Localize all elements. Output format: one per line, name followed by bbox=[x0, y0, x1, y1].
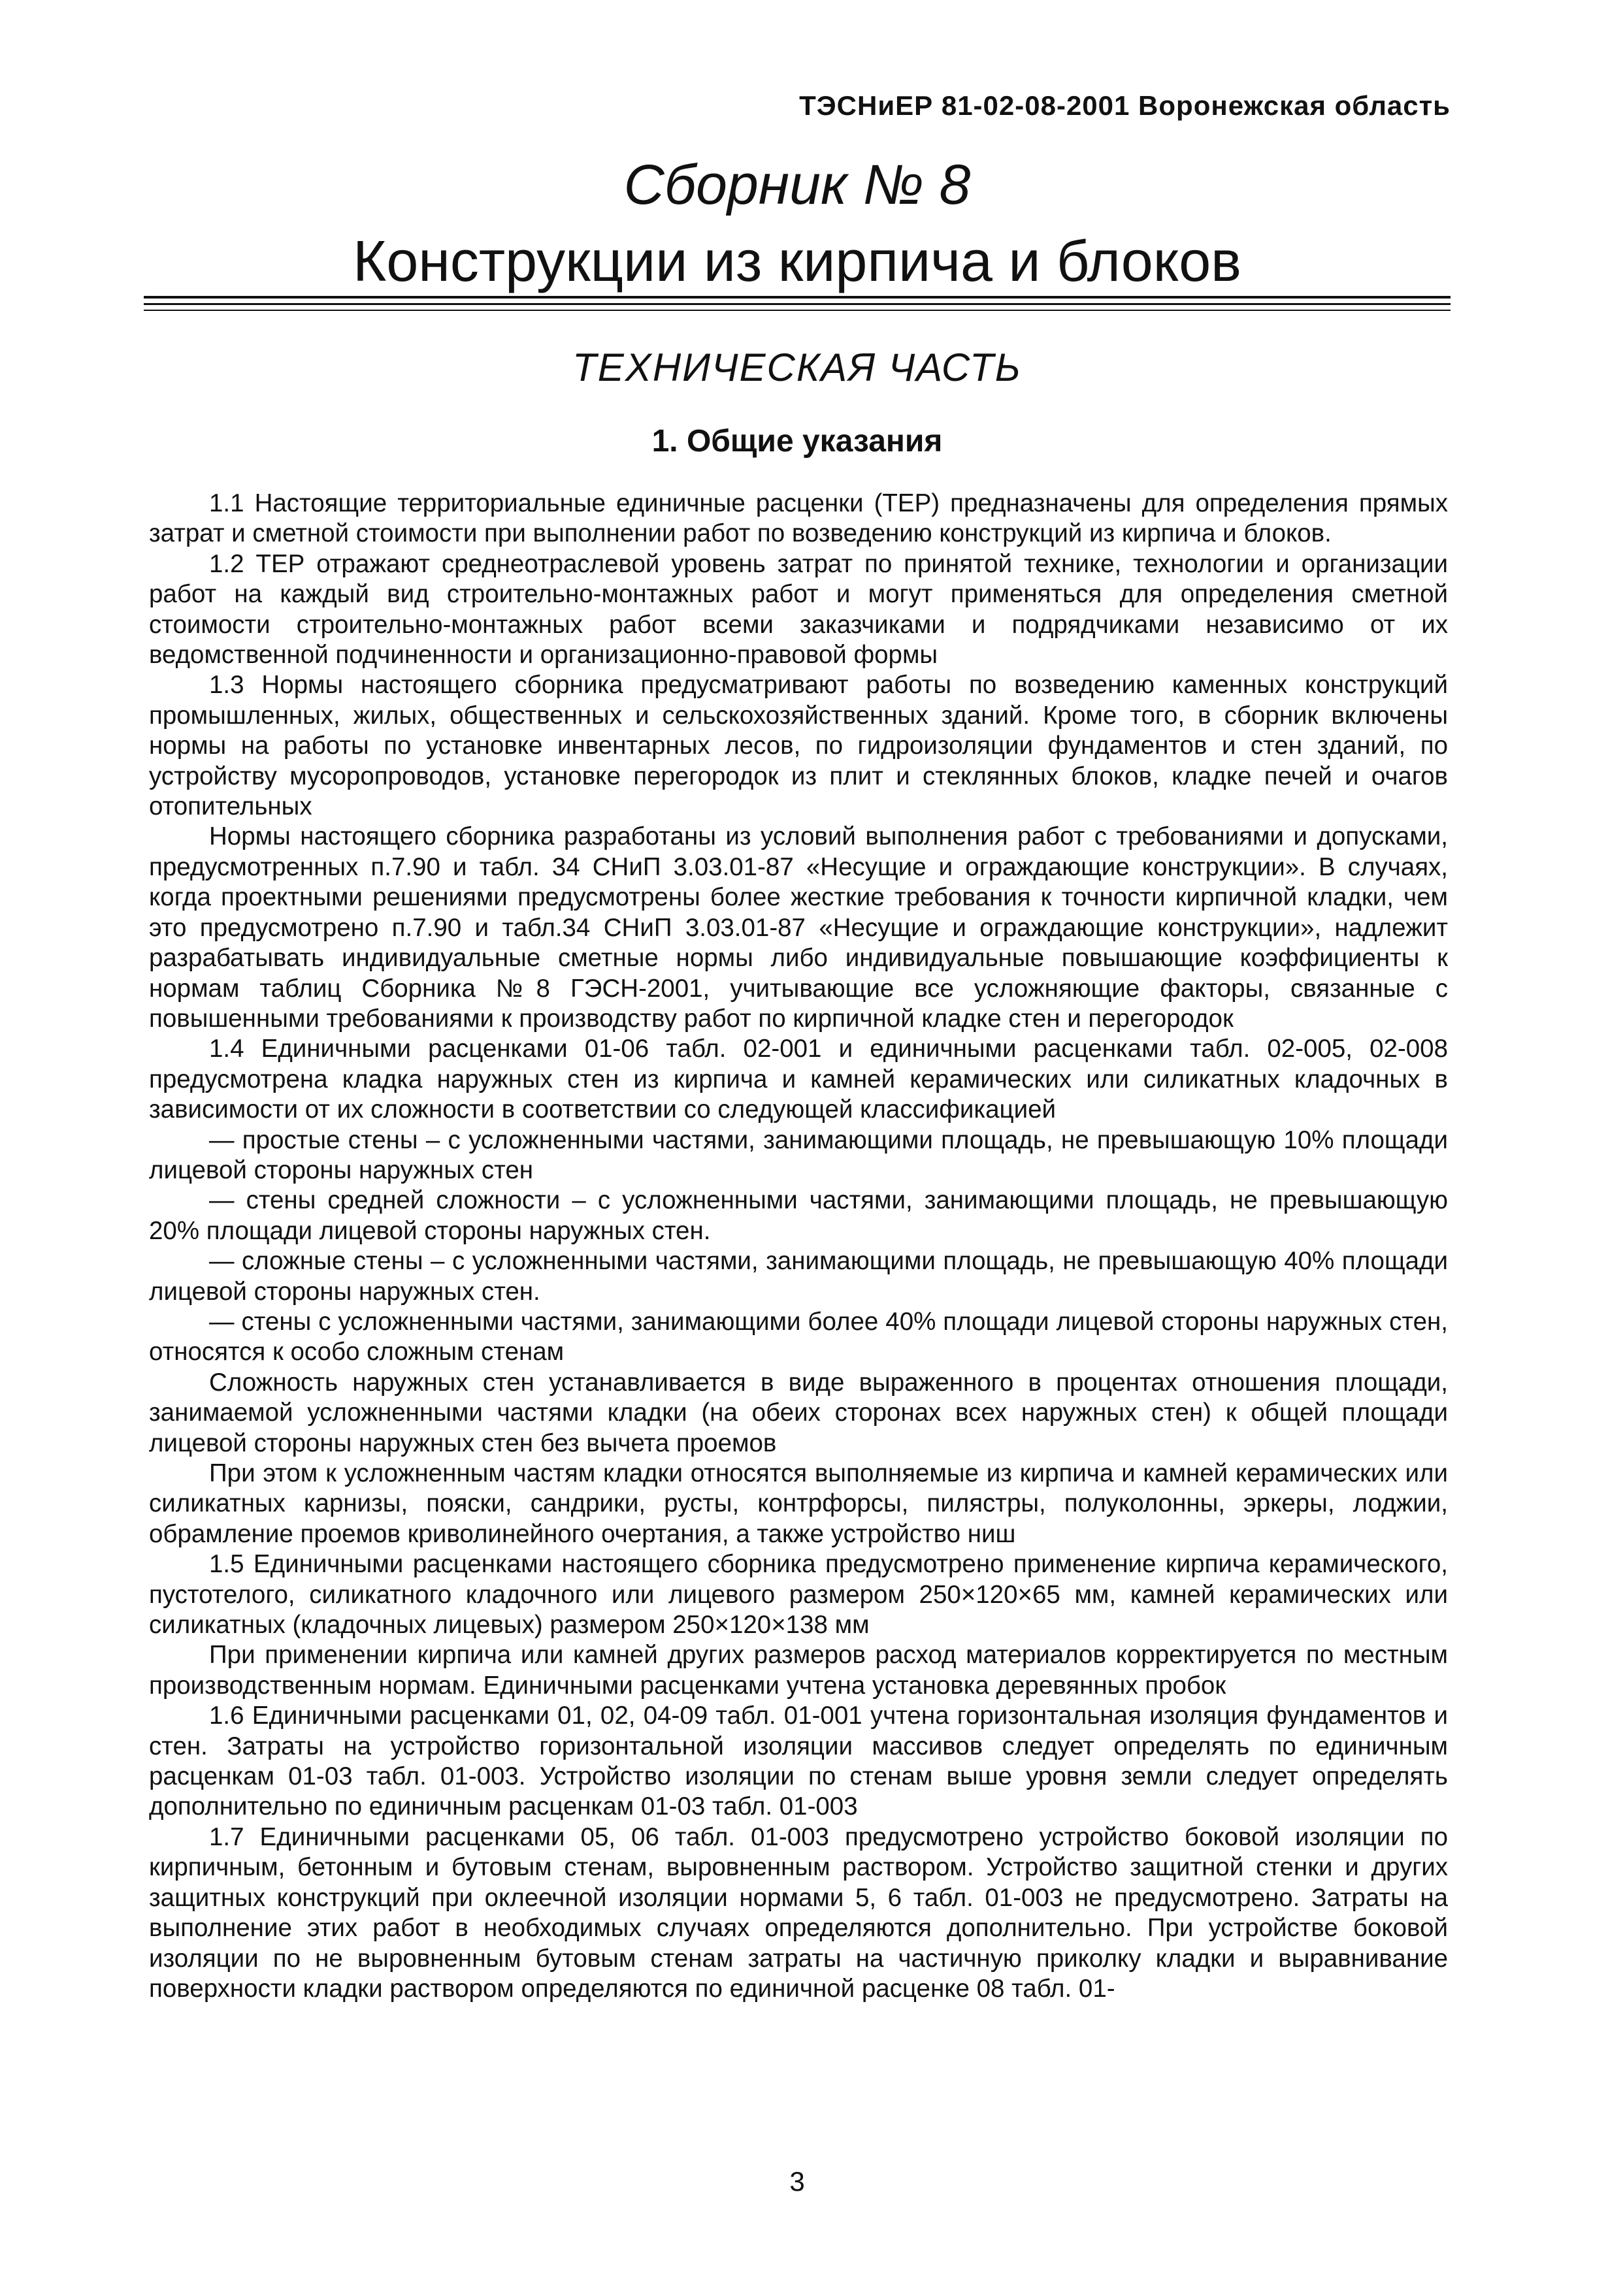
title-rule-top bbox=[144, 296, 1451, 299]
list-item-very-complex-walls: — стены с усложненными частями, занимающими более 40% площади лицевой стороны наружных стен, относятся к особо сложным стенам bbox=[149, 1307, 1448, 1366]
document-code-header: ТЭСНиЕР 81-02-08-2001 Воронежская область bbox=[799, 90, 1451, 121]
body-text bbox=[149, 489, 1448, 2004]
paragraph-1-1: 1.1 Настоящие территориальные единичные расценки (ТЕР) предназначены для определения прямых затрат и сметной стоимости при выполнении работ по возведению конструкций из кирпича и блоков. bbox=[149, 489, 1448, 548]
title-rule-bottom bbox=[144, 310, 1451, 311]
paragraph-1-7: 1.7 Единичными расценками 05, 06 табл. 01-003 предусмотрено устройство боковой изоляции по кирпичным, бетонным и бутовым стенам, выровненным раствором. Устройство защитной стенки и других защитных конструкций при оклеечной изоляции нормами 5, 6 табл. 01-003 не предусмотрено. Затраты на выполнение этих работ в необходимых случаях определяются дополнительно. При устройстве боковой изоляции по не выровненным бутовым стенам затраты на частичную приколку кладки и выравнивание поверхности кладки раствором определяются по единичной расценке 08 табл. 01- bbox=[149, 1822, 1448, 2003]
paragraph-1-5: 1.5 Единичными расценками настоящего сборника предусмотрено применение кирпича керамического, пустотелого, силикатного кладочного или лицевого размером 250×120×65 мм, камней керамических или силикатных (кладочных лицевых) размером 250×120×138 мм bbox=[149, 1550, 1448, 1640]
page-number: 3 bbox=[789, 2166, 805, 2197]
title-rule-middle bbox=[144, 303, 1451, 305]
list-item-simple-walls: — простые стены – с усложненными частями, занимающими площадь, не превышающую 10% площади лицевой стороны наружных стен bbox=[149, 1125, 1448, 1184]
paragraph-complexity: Сложность наружных стен устанавливается в виде выраженного в процентах отношения площади, занимаемой усложненными частями кладки (на обеих сторонах всех наружных стен) к общей площади лицевой стороны наружных стен без вычета проемов bbox=[149, 1368, 1448, 1457]
collection-subtitle: Конструкции из кирпича и блоков bbox=[353, 229, 1241, 293]
paragraph-complex-parts: При этом к усложненным частям кладки относятся выполняемые из кирпича и камней керамических или силикатных карнизы, пояски, сандрики, русты, контрфорсы, пилястры, полуколонны, эркеры, лоджии, обрамление проемов криволинейного очертания, а также устройство ниш bbox=[149, 1459, 1448, 1548]
paragraph-1-2: 1.2 ТЕР отражают среднеотраслевой уровень затрат по принятой технике, технологии и организации работ на каждый вид строительно-монтажных работ и могут применяться для определения сметной стоимости строительно-монтажных работ всеми заказчиками и подрядчиками независимо от их ведомственной подчиненности и организационно-правовой формы bbox=[149, 549, 1448, 670]
paragraph-norms: Нормы настоящего сборника разработаны из условий выполнения работ с требованиями и допусками, предусмотренных п.7.90 и табл. 34 СНиП 3.03.01-87 «Несущие и ограждающие конструкции». В случаях, когда проектными решениями предусмотрены более жесткие требования к точности кирпичной кладки, чем это предусмотрено п.7.90 и табл.34 СНиП 3.03.01-87 «Несущие и ограждающие конструкции», надлежит разрабатывать индивидуальные сметные нормы либо индивидуальные повышающие коэффициенты к нормам таблиц Сборника №8 ГЭСН-2001, учитывающие все усложняющие факторы, связанные с повышенными требованиями к производству работ по кирпичной кладке стен и перегородок bbox=[149, 822, 1448, 1033]
part-title: ТЕХНИЧЕСКАЯ ЧАСТЬ bbox=[572, 346, 1022, 389]
paragraph-1-6: 1.6 Единичными расценками 01, 02, 04-09 табл. 01-001 учтена горизонтальная изоляция фундаментов и стен. Затраты на устройство горизонтальной изоляции массивов следует определять по единичным расценкам 01-03 табл. 01-003. Устройство изоляции по стенам выше уровня земли следует определять дополнительно по единичным расценкам 01-03 табл. 01-003 bbox=[149, 1702, 1448, 1821]
paragraph-other-sizes: При применении кирпича или камней других размеров расход материалов корректируется по местным производственным нормам. Единичными расценками учтена установка деревянных пробок bbox=[149, 1641, 1448, 1700]
section-title: 1. Общие указания bbox=[651, 424, 943, 459]
paragraph-1-4: 1.4 Единичными расценками 01-06 табл. 02-001 и единичными расценками табл. 02-005, 02-008 предусмотрена кладка наружных стен из кирпича и камней керамических или силикатных кладочных в зависимости от их сложности в соответствии со следующей классификацией bbox=[149, 1035, 1448, 1124]
paragraph-1-3: 1.3 Нормы настоящего сборника предусматривают работы по возведению каменных конструкций промышленных, жилых, общественных и сельскохозяйственных зданий. Кроме того, в сборник включены нормы на работы по установке инвентарных лесов, по гидроизоляции фундаментов и стен зданий, по устройству мусоропроводов, установке перегородок из плит и стеклянных блоков, кладке печей и очагов отопительных bbox=[149, 671, 1448, 821]
collection-title: Сборник № 8 bbox=[623, 154, 971, 216]
list-item-complex-walls: — сложные стены – с усложненными частями, занимающими площадь, не превышающую 40% площади лицевой стороны наружных стен. bbox=[149, 1247, 1448, 1306]
list-item-medium-walls: — стены средней сложности – с усложненными частями, занимающими площадь, не превышающую 20% площади лицевой стороны наружных стен. bbox=[149, 1186, 1448, 1245]
